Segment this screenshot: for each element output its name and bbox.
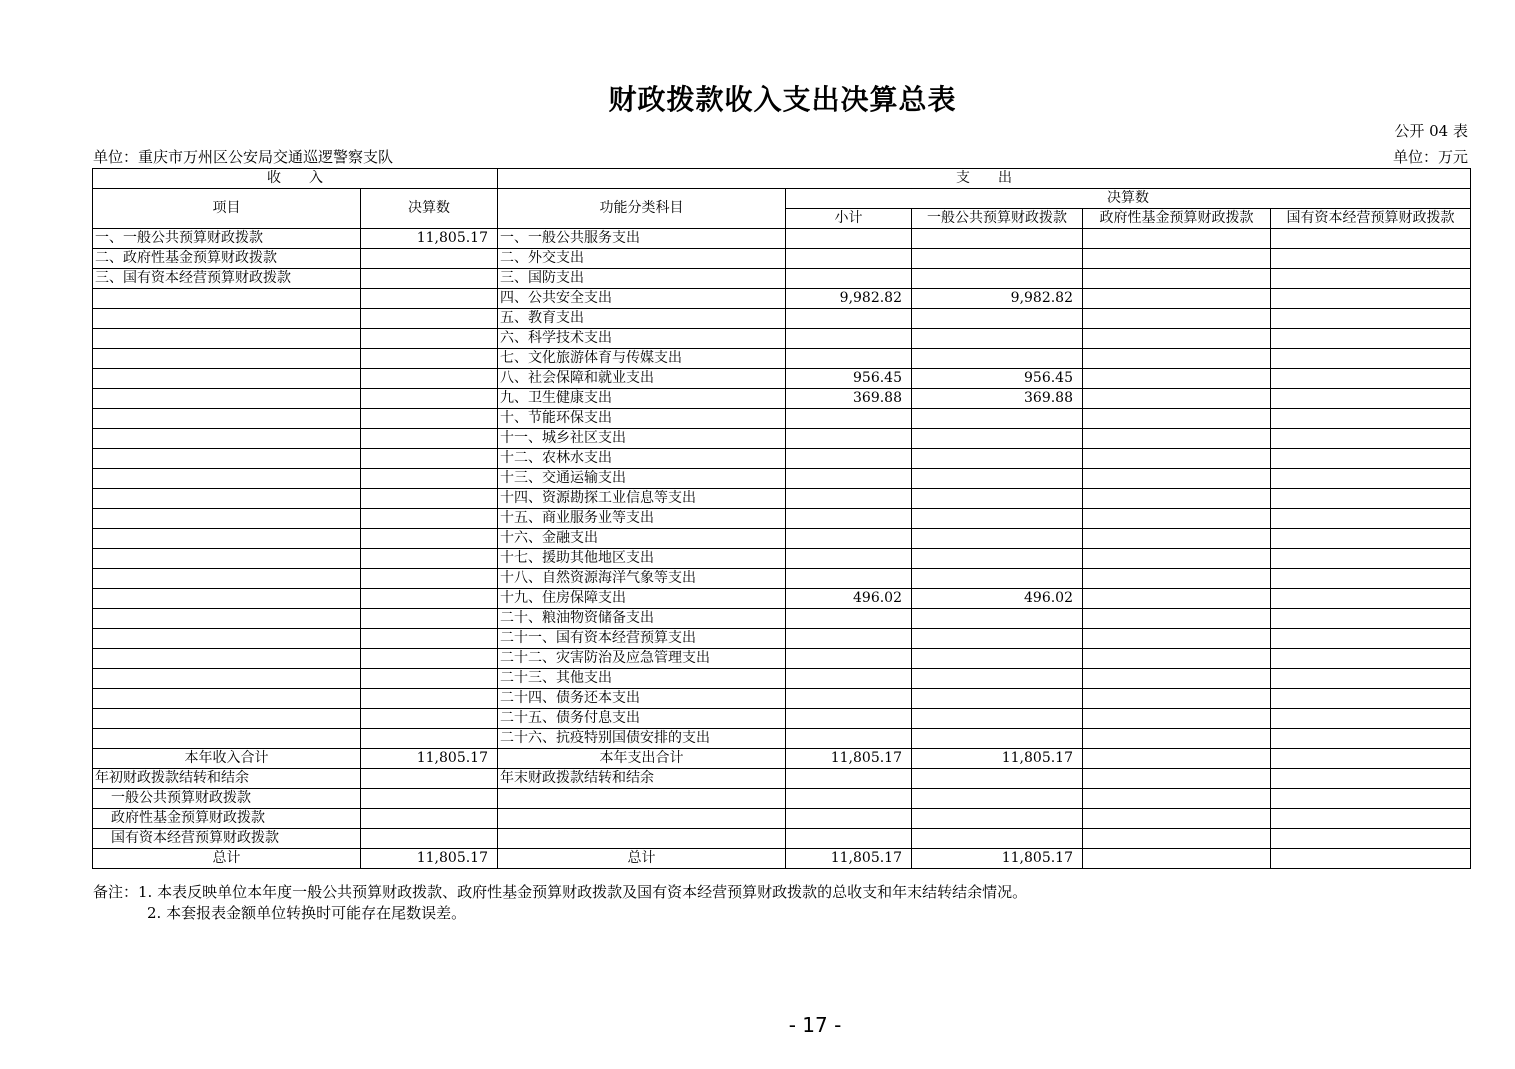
unit-currency: 单位：万元 bbox=[1392, 148, 1468, 166]
subtotal-cell: 496.02 bbox=[786, 589, 912, 609]
state-capital-cell bbox=[1271, 529, 1471, 549]
fund-budget-cell bbox=[1083, 549, 1271, 569]
fund-budget-cell bbox=[1083, 629, 1271, 649]
income-item-cell bbox=[93, 589, 361, 609]
category-cell: 二十六、抗疫特别国债安排的支出 bbox=[498, 729, 786, 749]
category-cell: 七、文化旅游体育与传媒支出 bbox=[498, 349, 786, 369]
income-amount-cell bbox=[361, 349, 498, 369]
income-amount-cell bbox=[361, 449, 498, 469]
income-item-cell bbox=[93, 289, 361, 309]
table-row bbox=[93, 589, 1471, 609]
income-item-cell bbox=[93, 469, 361, 489]
category-cell: 十四、资源勘探工业信息等支出 bbox=[498, 489, 786, 509]
grand-income-label: 总计 bbox=[93, 849, 361, 869]
grand-expense-label: 总计 bbox=[498, 849, 786, 869]
category-cell: 二十四、债务还本支出 bbox=[498, 689, 786, 709]
table-row bbox=[93, 689, 1471, 709]
fund-budget-cell bbox=[1083, 469, 1271, 489]
carryover-general-row bbox=[93, 789, 1471, 809]
income-amount-cell bbox=[361, 509, 498, 529]
income-amount-cell bbox=[361, 329, 498, 349]
subtotal-cell bbox=[786, 689, 912, 709]
general-budget-cell bbox=[912, 529, 1083, 549]
state-capital-cell bbox=[1271, 249, 1471, 269]
subtotal-cell bbox=[786, 669, 912, 689]
income-item-cell bbox=[93, 669, 361, 689]
year-total-row bbox=[93, 749, 1471, 769]
income-item-cell: 二、政府性基金预算财政拨款 bbox=[93, 249, 361, 269]
general-budget-cell bbox=[912, 229, 1083, 249]
category-cell: 八、社会保障和就业支出 bbox=[498, 369, 786, 389]
category-cell: 十九、住房保障支出 bbox=[498, 589, 786, 609]
state-capital-cell bbox=[1271, 609, 1471, 629]
income-amount-cell bbox=[361, 269, 498, 289]
fund-budget-cell bbox=[1083, 389, 1271, 409]
state-capital-cell bbox=[1271, 269, 1471, 289]
state-capital-cell bbox=[1271, 429, 1471, 449]
general-budget-cell bbox=[912, 309, 1083, 329]
fund-budget-cell bbox=[1083, 329, 1271, 349]
income-amount-cell bbox=[361, 429, 498, 449]
general-budget-cell bbox=[912, 429, 1083, 449]
subtotal-cell bbox=[786, 269, 912, 289]
carryover-state-row bbox=[93, 829, 1471, 849]
category-cell: 二、外交支出 bbox=[498, 249, 786, 269]
amount-column-header: 决算数 bbox=[361, 189, 498, 229]
begin-fund-label: 政府性基金预算财政拨款 bbox=[93, 809, 361, 829]
category-cell: 二十一、国有资本经营预算支出 bbox=[498, 629, 786, 649]
category-cell: 二十、粮油物资储备支出 bbox=[498, 609, 786, 629]
general-budget-cell bbox=[912, 449, 1083, 469]
income-amount-cell bbox=[361, 489, 498, 509]
general-budget-cell bbox=[912, 709, 1083, 729]
income-amount-cell bbox=[361, 369, 498, 389]
subtotal-cell bbox=[786, 709, 912, 729]
fund-budget-cell bbox=[1083, 309, 1271, 329]
income-amount-cell bbox=[361, 309, 498, 329]
table-row bbox=[93, 709, 1471, 729]
grand-expense-general: 11,805.17 bbox=[912, 849, 1083, 869]
end-carryover-label: 年末财政拨款结转和结余 bbox=[498, 769, 786, 789]
state-capital-cell bbox=[1271, 549, 1471, 569]
subtotal-column-header: 小计 bbox=[786, 209, 912, 229]
category-cell: 九、卫生健康支出 bbox=[498, 389, 786, 409]
income-item-cell bbox=[93, 489, 361, 509]
income-amount-cell bbox=[361, 609, 498, 629]
income-amount-cell bbox=[361, 729, 498, 749]
fund-budget-cell bbox=[1083, 689, 1271, 709]
category-cell: 六、科学技术支出 bbox=[498, 329, 786, 349]
general-budget-cell bbox=[912, 689, 1083, 709]
fund-budget-cell bbox=[1083, 669, 1271, 689]
state-capital-cell bbox=[1271, 689, 1471, 709]
subtotal-cell bbox=[786, 529, 912, 549]
income-item-cell bbox=[93, 349, 361, 369]
income-item-cell bbox=[93, 569, 361, 589]
fund-budget-cell bbox=[1083, 349, 1271, 369]
form-number: 公开 04 表 bbox=[1394, 122, 1468, 140]
general-budget-cell bbox=[912, 669, 1083, 689]
state-capital-cell bbox=[1271, 289, 1471, 309]
category-column-header: 功能分类科目 bbox=[498, 189, 786, 229]
begin-state-label: 国有资本经营预算财政拨款 bbox=[93, 829, 361, 849]
income-item-cell bbox=[93, 609, 361, 629]
state-capital-cell bbox=[1271, 449, 1471, 469]
category-cell: 十二、农林水支出 bbox=[498, 449, 786, 469]
income-amount-cell bbox=[361, 289, 498, 309]
page-title: 财政拨款收入支出决算总表 bbox=[608, 83, 957, 116]
income-item-cell bbox=[93, 309, 361, 329]
subtotal-cell bbox=[786, 409, 912, 429]
begin-carryover-label: 年初财政拨款结转和结余 bbox=[93, 769, 361, 789]
subtotal-cell bbox=[786, 649, 912, 669]
income-section-header: 收 入 bbox=[93, 169, 498, 189]
subtotal-cell bbox=[786, 229, 912, 249]
subtotal-cell: 9,982.82 bbox=[786, 289, 912, 309]
subtotal-cell: 369.88 bbox=[786, 389, 912, 409]
income-amount-cell bbox=[361, 669, 498, 689]
income-item-cell bbox=[93, 549, 361, 569]
fund-budget-cell bbox=[1083, 489, 1271, 509]
subtotal-cell bbox=[786, 569, 912, 589]
table-row bbox=[93, 269, 1471, 289]
subtotal-cell bbox=[786, 629, 912, 649]
income-item-cell bbox=[93, 409, 361, 429]
table-row bbox=[93, 349, 1471, 369]
table-row bbox=[93, 649, 1471, 669]
state-capital-cell bbox=[1271, 489, 1471, 509]
general-budget-cell: 956.45 bbox=[912, 369, 1083, 389]
category-cell: 五、教育支出 bbox=[498, 309, 786, 329]
footnote-1: 备注：1. 本表反映单位本年度一般公共预算财政拨款、政府性基金预算财政拨款及国有资本经营预算财政拨款的总收支和年末结转结余情况。 bbox=[93, 883, 1028, 901]
category-cell: 一、一般公共服务支出 bbox=[498, 229, 786, 249]
category-cell: 十七、援助其他地区支出 bbox=[498, 549, 786, 569]
table-row bbox=[93, 729, 1471, 749]
general-budget-cell bbox=[912, 629, 1083, 649]
table-row bbox=[93, 509, 1471, 529]
unit-organization: 单位：重庆市万州区公安局交通巡逻警察支队 bbox=[93, 148, 394, 166]
income-item-cell bbox=[93, 649, 361, 669]
income-item-cell bbox=[93, 529, 361, 549]
fund-budget-column-header: 政府性基金预算财政拨款 bbox=[1083, 209, 1271, 229]
income-item-cell bbox=[93, 389, 361, 409]
category-cell: 二十三、其他支出 bbox=[498, 669, 786, 689]
grand-expense-subtotal: 11,805.17 bbox=[786, 849, 912, 869]
category-cell: 十八、自然资源海洋气象等支出 bbox=[498, 569, 786, 589]
income-amount-cell bbox=[361, 569, 498, 589]
category-cell: 四、公共安全支出 bbox=[498, 289, 786, 309]
general-budget-cell bbox=[912, 509, 1083, 529]
category-cell: 十三、交通运输支出 bbox=[498, 469, 786, 489]
table-row bbox=[93, 309, 1471, 329]
general-budget-cell bbox=[912, 489, 1083, 509]
income-item-cell bbox=[93, 709, 361, 729]
subtotal-cell bbox=[786, 309, 912, 329]
income-item-cell bbox=[93, 449, 361, 469]
subtotal-cell bbox=[786, 609, 912, 629]
income-item-cell bbox=[93, 329, 361, 349]
income-amount-cell bbox=[361, 409, 498, 429]
income-amount-cell bbox=[361, 469, 498, 489]
general-budget-cell bbox=[912, 269, 1083, 289]
income-item-cell bbox=[93, 689, 361, 709]
state-capital-column-header: 国有资本经营预算财政拨款 bbox=[1271, 209, 1471, 229]
footnote-2: 2. 本套报表金额单位转换时可能存在尾数误差。 bbox=[147, 904, 467, 922]
category-cell: 三、国防支出 bbox=[498, 269, 786, 289]
general-budget-cell bbox=[912, 249, 1083, 269]
income-amount-cell: 11,805.17 bbox=[361, 229, 498, 249]
income-amount-cell bbox=[361, 709, 498, 729]
table-row bbox=[93, 569, 1471, 589]
year-expense-state bbox=[1271, 749, 1471, 769]
fund-budget-cell bbox=[1083, 269, 1271, 289]
table-row bbox=[93, 329, 1471, 349]
state-capital-cell bbox=[1271, 389, 1471, 409]
table-row bbox=[93, 229, 1471, 249]
page-number: - 17 - bbox=[788, 1013, 842, 1037]
category-cell: 十五、商业服务业等支出 bbox=[498, 509, 786, 529]
state-capital-cell bbox=[1271, 349, 1471, 369]
general-budget-column-header: 一般公共预算财政拨款 bbox=[912, 209, 1083, 229]
fund-budget-cell bbox=[1083, 649, 1271, 669]
fund-budget-cell bbox=[1083, 409, 1271, 429]
income-amount-cell bbox=[361, 689, 498, 709]
fund-budget-cell bbox=[1083, 729, 1271, 749]
table-row bbox=[93, 369, 1471, 389]
category-cell: 二十二、灾害防治及应急管理支出 bbox=[498, 649, 786, 669]
subtotal-cell bbox=[786, 549, 912, 569]
carryover-fund-row bbox=[93, 809, 1471, 829]
year-expense-fund bbox=[1083, 749, 1271, 769]
general-budget-cell bbox=[912, 349, 1083, 369]
table-row bbox=[93, 409, 1471, 429]
state-capital-cell bbox=[1271, 309, 1471, 329]
subtotal-cell bbox=[786, 489, 912, 509]
income-amount-cell bbox=[361, 629, 498, 649]
income-item-cell bbox=[93, 429, 361, 449]
fund-budget-cell bbox=[1083, 589, 1271, 609]
state-capital-cell bbox=[1271, 229, 1471, 249]
fund-budget-cell bbox=[1083, 509, 1271, 529]
category-cell: 二十五、债务付息支出 bbox=[498, 709, 786, 729]
fund-budget-cell bbox=[1083, 229, 1271, 249]
category-cell: 十一、城乡社区支出 bbox=[498, 429, 786, 449]
state-capital-cell bbox=[1271, 589, 1471, 609]
general-budget-cell: 496.02 bbox=[912, 589, 1083, 609]
subtotal-cell bbox=[786, 449, 912, 469]
state-capital-cell bbox=[1271, 629, 1471, 649]
state-capital-cell bbox=[1271, 729, 1471, 749]
year-expense-general: 11,805.17 bbox=[912, 749, 1083, 769]
general-budget-cell bbox=[912, 649, 1083, 669]
general-budget-cell bbox=[912, 729, 1083, 749]
subtotal-cell bbox=[786, 469, 912, 489]
income-item-cell bbox=[93, 509, 361, 529]
category-cell: 十、节能环保支出 bbox=[498, 409, 786, 429]
subtotal-cell bbox=[786, 509, 912, 529]
income-item-cell bbox=[93, 729, 361, 749]
fund-budget-cell bbox=[1083, 529, 1271, 549]
budget-summary-table bbox=[92, 168, 1471, 869]
income-amount-cell bbox=[361, 249, 498, 269]
year-income-amount: 11,805.17 bbox=[361, 749, 498, 769]
table-row bbox=[93, 249, 1471, 269]
table-row bbox=[93, 489, 1471, 509]
table-row bbox=[93, 389, 1471, 409]
subtotal-cell bbox=[786, 729, 912, 749]
fund-budget-cell bbox=[1083, 609, 1271, 629]
general-budget-cell: 369.88 bbox=[912, 389, 1083, 409]
fund-budget-cell bbox=[1083, 369, 1271, 389]
table-row bbox=[93, 429, 1471, 449]
income-amount-cell bbox=[361, 589, 498, 609]
expense-section-header: 支 出 bbox=[498, 169, 1471, 189]
state-capital-cell bbox=[1271, 669, 1471, 689]
fund-budget-cell bbox=[1083, 709, 1271, 729]
general-budget-cell bbox=[912, 549, 1083, 569]
general-budget-cell bbox=[912, 569, 1083, 589]
year-expense-label: 本年支出合计 bbox=[498, 749, 786, 769]
income-item-cell bbox=[93, 629, 361, 649]
state-capital-cell bbox=[1271, 469, 1471, 489]
fund-budget-cell bbox=[1083, 249, 1271, 269]
grand-income-amount: 11,805.17 bbox=[361, 849, 498, 869]
table-row bbox=[93, 469, 1471, 489]
subtotal-cell bbox=[786, 429, 912, 449]
general-budget-cell: 9,982.82 bbox=[912, 289, 1083, 309]
general-budget-cell bbox=[912, 609, 1083, 629]
carryover-row bbox=[93, 769, 1471, 789]
table-row bbox=[93, 669, 1471, 689]
table-row bbox=[93, 549, 1471, 569]
year-income-label: 本年收入合计 bbox=[93, 749, 361, 769]
income-amount-cell bbox=[361, 389, 498, 409]
subtotal-cell bbox=[786, 249, 912, 269]
fund-budget-cell bbox=[1083, 429, 1271, 449]
subtotal-cell bbox=[786, 349, 912, 369]
subtotal-cell: 956.45 bbox=[786, 369, 912, 389]
year-expense-subtotal: 11,805.17 bbox=[786, 749, 912, 769]
income-amount-cell bbox=[361, 529, 498, 549]
table-row bbox=[93, 529, 1471, 549]
subtotal-cell bbox=[786, 329, 912, 349]
state-capital-cell bbox=[1271, 709, 1471, 729]
table-row bbox=[93, 629, 1471, 649]
table-row bbox=[93, 289, 1471, 309]
fund-budget-cell bbox=[1083, 569, 1271, 589]
fund-budget-cell bbox=[1083, 289, 1271, 309]
income-item-cell: 三、国有资本经营预算财政拨款 bbox=[93, 269, 361, 289]
general-budget-cell bbox=[912, 469, 1083, 489]
state-capital-cell bbox=[1271, 569, 1471, 589]
table-row bbox=[93, 609, 1471, 629]
income-amount-cell bbox=[361, 549, 498, 569]
grand-total-row bbox=[93, 849, 1471, 869]
income-amount-cell bbox=[361, 649, 498, 669]
income-item-cell: 一、一般公共预算财政拨款 bbox=[93, 229, 361, 249]
final-amount-header: 决算数 bbox=[786, 189, 1471, 209]
state-capital-cell bbox=[1271, 329, 1471, 349]
state-capital-cell bbox=[1271, 409, 1471, 429]
income-item-cell bbox=[93, 369, 361, 389]
fund-budget-cell bbox=[1083, 449, 1271, 469]
state-capital-cell bbox=[1271, 649, 1471, 669]
state-capital-cell bbox=[1271, 369, 1471, 389]
table-row bbox=[93, 449, 1471, 469]
general-budget-cell bbox=[912, 409, 1083, 429]
state-capital-cell bbox=[1271, 509, 1471, 529]
general-budget-cell bbox=[912, 329, 1083, 349]
category-cell: 十六、金融支出 bbox=[498, 529, 786, 549]
begin-general-label: 一般公共预算财政拨款 bbox=[93, 789, 361, 809]
item-column-header: 项目 bbox=[93, 189, 361, 229]
